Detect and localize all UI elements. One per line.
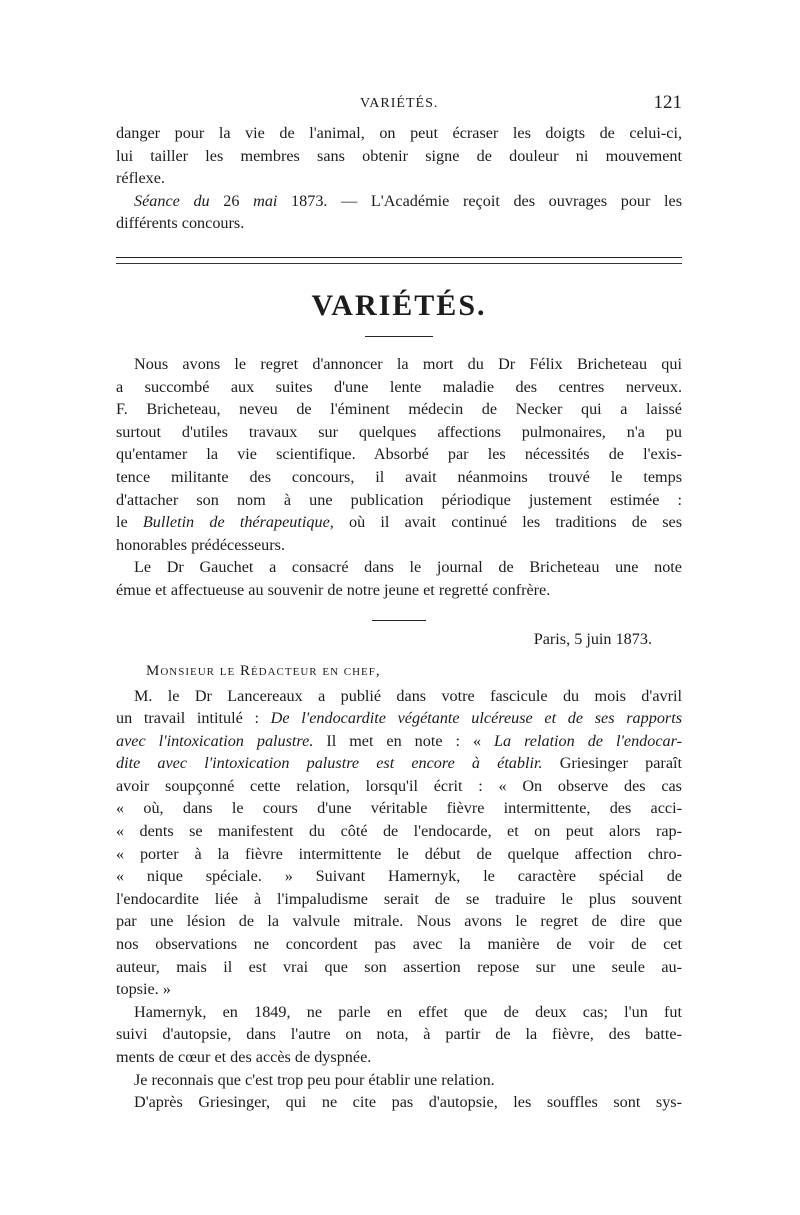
section-divider	[116, 257, 682, 264]
text-fragment: le	[116, 513, 128, 532]
obituary-paragraph	[116, 353, 682, 556]
text-line: l'endocardite liée à l'impaludisme serait de se traduire le plus souvent	[116, 889, 682, 908]
article-title: De l'endocardite végétante ulcéreuse et de ses rapports	[270, 709, 683, 728]
letter-dateline: Paris, 5 juin 1873.	[533, 629, 652, 648]
letter-paragraph-2	[116, 1001, 682, 1069]
text-line: danger pour la vie de l'animal, on peut écraser les doigts de celui-ci,	[116, 124, 682, 142]
text-line: « dents se manifestent du côté de l'endocarde, et on peut alors rap-	[116, 822, 682, 841]
text-fragment: un travail intitulé :	[116, 709, 259, 728]
text-fragment: Il met en note : «	[326, 731, 482, 750]
text-line: lui tailler les membres sans obtenir signe de douleur ni mouvement	[116, 146, 682, 165]
running-head	[116, 92, 682, 122]
text-line: Nous avons le regret d'annoncer la mort du Dr Félix Bricheteau qui	[134, 354, 682, 373]
text-line: d'attacher son nom à une publication périodique justement estimée :	[116, 490, 682, 509]
letter-paragraph-4	[116, 1091, 682, 1114]
text-line: honorables prédécesseurs.	[116, 535, 286, 554]
text-line: surtout d'utiles travaux sur quelques affections pulmonaires, n'a pu	[116, 422, 682, 441]
text-line: suivi d'autopsie, dans l'autre on nota, à partir de la fièvre, des batte-	[116, 1025, 682, 1044]
text-line: différents concours.	[116, 214, 245, 233]
text-line	[116, 730, 682, 753]
text-line: par une lésion de la valvule mitrale. Nous avons le regret de dire que	[116, 912, 682, 931]
letter-paragraph-1	[116, 685, 682, 1001]
text-line: topsie. »	[116, 980, 171, 999]
gauchet-paragraph	[116, 556, 682, 601]
book-page	[116, 92, 683, 1114]
text-line	[116, 190, 682, 213]
text-line: D'après Griesinger, qui ne cite pas d'autopsie, les souffles sont sys-	[134, 1093, 682, 1112]
seance-month: mai	[253, 191, 278, 210]
text-line: ments de cœur et des accès de dyspnée.	[116, 1048, 372, 1066]
journal-title: Bulletin de thérapeutique,	[142, 513, 334, 532]
letter-paragraph-3	[116, 1069, 682, 1092]
text-line: émue et affectueuse au souvenir de notre jeune et regretté confrère.	[116, 580, 551, 599]
text-fragment: où il avait continué les traditions de ses	[349, 513, 683, 532]
article-title-cont: avec l'intoxication palustre.	[116, 731, 314, 750]
quote-italic: La relation de l'endocar-	[494, 731, 683, 750]
text-line	[116, 511, 682, 534]
text-line: qu'entamer la vie scientifique. Absorbé par les nécessités de l'exis-	[116, 445, 682, 464]
seance-label: Séance du	[134, 191, 210, 210]
page-number: 121	[653, 92, 682, 113]
text-line: F. Bricheteau, neveu de l'éminent médecin de Necker qui a laissé	[116, 400, 682, 419]
seance-day: 26	[223, 191, 240, 210]
text-line: « nique spéciale. » Suivant Hamernyk, le caractère spécial de	[116, 867, 682, 886]
text-line: « où, dans le cours d'une véritable fièvre intermittente, des acci-	[116, 799, 682, 818]
title-rule	[365, 336, 433, 337]
text-line: « porter à la fièvre intermittente le début de quelque affection chro-	[116, 844, 682, 863]
text-line: Je reconnais que c'est trop peu pour établir une relation.	[134, 1070, 495, 1089]
letter-divider	[372, 620, 426, 621]
text-line: nos observations ne concordent pas avec la manière de voir de cet	[116, 935, 682, 954]
text-line: M. le Dr Lancereaux a publié dans votre fascicule du mois d'avril	[134, 686, 682, 705]
paragraph-seance	[116, 190, 682, 235]
text-line	[116, 752, 682, 775]
text-line: réflexe.	[116, 169, 165, 188]
running-head-title: VARIÉTÉS.	[360, 96, 439, 111]
text-line: Le Dr Gauchet a consacré dans le journal de Bricheteau une note	[134, 558, 682, 577]
text-fragment: Griesinger paraît	[559, 754, 682, 773]
letter-salutation: Monsieur le Rédacteur en chef,	[146, 662, 381, 679]
text-line: avoir soupçonné cette relation, lorsqu'il écrit : « On observe des cas	[116, 776, 682, 795]
section-title: VARIÉTÉS.	[311, 288, 487, 322]
text-line: auteur, mais il est vrai que son assertion repose sur une seule au-	[116, 957, 682, 976]
text-line: a succombé aux suites d'une lente maladie des centres nerveux.	[116, 377, 682, 396]
text-line: tence militante des concours, il avait néanmoins trouvé le temps	[116, 467, 682, 486]
text-line: Hamernyk, en 1849, ne parle en effet que de deux cas; l'un fut	[134, 1002, 682, 1021]
text-line	[116, 707, 682, 730]
seance-text: 1873. — L'Académie reçoit des ouvrages pour les	[291, 191, 683, 210]
quote-italic-cont: dite avec l'intoxication palustre est encore à établir.	[116, 754, 543, 773]
paragraph-continued	[116, 122, 682, 190]
